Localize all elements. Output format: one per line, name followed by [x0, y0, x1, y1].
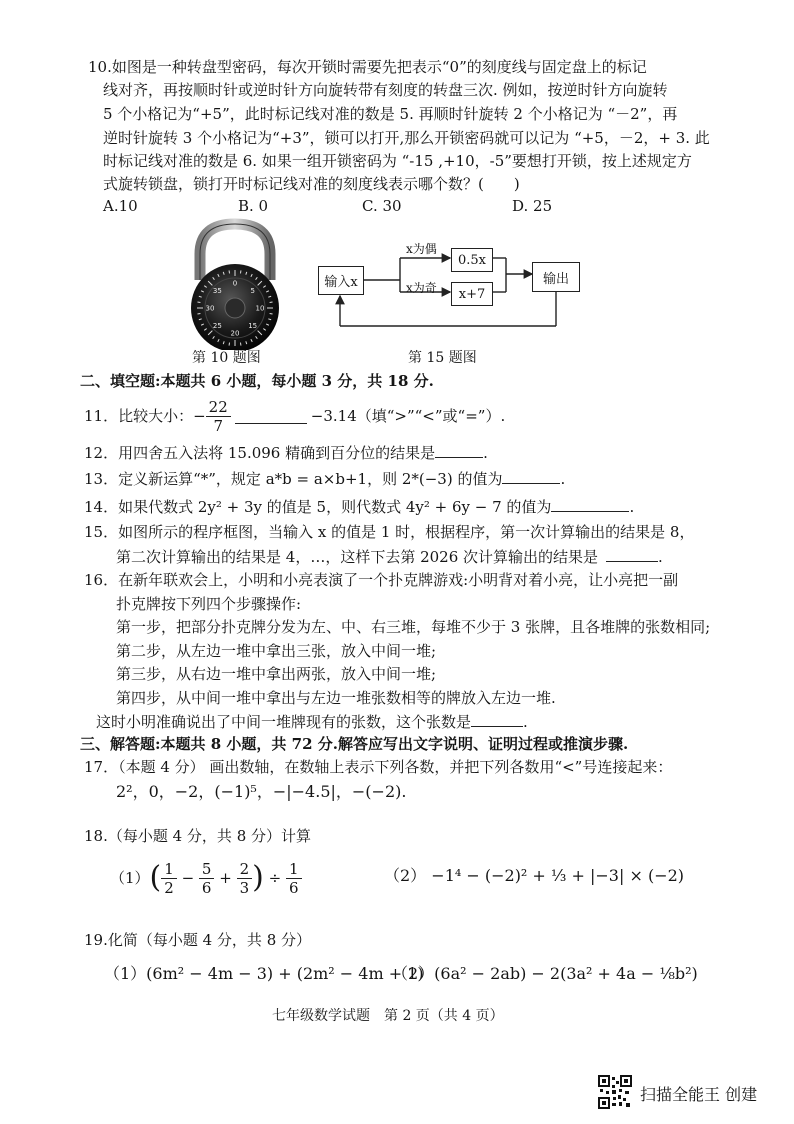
- scanner-watermark-text: 扫描全能王 创建: [640, 1085, 758, 1104]
- q15-line-2-text: 第二次计算输出的结果是 4，…，这样下去第 2026 次计算输出的结果是: [116, 548, 599, 566]
- dial-number: 35: [212, 286, 222, 295]
- q18-frac-2-num: 5: [199, 860, 215, 879]
- q11-answer-blank[interactable]: [235, 408, 307, 424]
- q10-line-1: 10.如图是一种转盘型密码，每次开锁时需要先把表示“0”的刻度线与固定盘上的标记: [88, 58, 647, 76]
- section-fill-in-heading: 二、填空题:本题共 6 小题，每小题 3 分，共 18 分.: [80, 372, 434, 390]
- q18-frac-3-den: 3: [239, 878, 250, 897]
- q11-neg: −: [193, 407, 206, 425]
- q18-frac-3-num: 2: [237, 860, 253, 879]
- q18-frac-4-den: 6: [288, 878, 299, 897]
- q19-title: 19.化简（每小题 4 分，共 8 分）: [84, 931, 312, 949]
- q18-frac-1-num: 1: [161, 860, 177, 879]
- dial-number: 25: [212, 322, 222, 331]
- q18-frac-3: [237, 860, 253, 897]
- q18-part-1: （1） ( $\frac{1}{2}$ − $\frac{5}{6}$ + $\frac{2}{3}$ ) ÷ $\frac{1}{6}$: [110, 854, 302, 902]
- q15-figure-caption: 第 15 题图: [408, 350, 477, 366]
- q11-prefix: 11．比较大小：: [84, 407, 194, 425]
- section-answer-heading: 三、解答题:本题共 8 小题，共 72 分.解答应写出文字说明、证明过程或推演步骤.: [80, 735, 629, 753]
- q18-part-2-label: （2）: [384, 866, 427, 885]
- q10-option-c: C. 30: [362, 197, 402, 215]
- q10-line-4: 逆时针旋转 3 个小格记为“+3”，锁可以打开,那么开锁密码就可以记为 “+5，－2，+ 3. 此: [103, 129, 710, 147]
- q12-answer-blank[interactable]: [435, 442, 483, 458]
- q15-answer-blank[interactable]: [606, 546, 658, 562]
- q11-denominator: 7: [213, 416, 223, 435]
- q18-frac-4-num: 1: [286, 860, 302, 879]
- dial-number: 0: [232, 279, 238, 288]
- q18-title: 18.（每小题 4 分，共 8 分）计算: [84, 827, 312, 845]
- flow-odd-label: x为奇: [406, 281, 437, 295]
- flow-plus7-box: x+7: [451, 282, 493, 306]
- q14-answer-blank[interactable]: [551, 496, 629, 512]
- q18-frac-4: [286, 860, 302, 897]
- q19-part-2: （2）(6a² − 2ab) − 2(3a² + 4a − ⅛b²): [392, 964, 698, 983]
- dial-number: 30: [205, 304, 215, 313]
- q16-step-3: 第三步，从右边一堆中拿出两张，放入中间一堆;: [116, 665, 437, 683]
- q16-line-end-text: 这时小明准确说出了中间一堆牌现有的张数，这个张数是: [96, 713, 472, 731]
- q10-line-3: 5 个小格记为“+5”，此时标记线对准的数是 5. 再顺时针旋转 2 个小格记为 “－2”，再: [103, 105, 678, 123]
- flow-input-box: 输入x: [318, 266, 364, 295]
- dial-number: 10: [255, 304, 265, 313]
- q13: 13．定义新运算“*”，规定 a*b = a×b+1，则 2*(−3) 的值为 .: [84, 470, 566, 488]
- q18-frac-2-den: 6: [201, 878, 212, 897]
- dial-number: 5: [250, 286, 255, 295]
- q18-part-2-expr: −1⁴ − (−2)² + ⅓ + |−3| × (−2): [431, 866, 685, 885]
- q10-line-6: 式旋转锁盘，锁打开时标记线对准的刻度线表示哪个数？( ): [103, 175, 520, 193]
- q17-numbers: 2²，0，−2，(−1)⁵，−|−4.5|，−(−2).: [116, 782, 407, 801]
- q14-text: 14．如果代数式 2y² + 3y 的值是 5，则代数式 4y² + 6y − 7 的值为: [84, 498, 552, 516]
- dial-number: 15: [248, 322, 258, 331]
- flow-output-box: 输出: [532, 262, 580, 292]
- q16-line-1: 16．在新年联欢会上，小明和小亮表演了一个扑克牌游戏:小明背对着小亮，让小亮把一副: [84, 571, 679, 589]
- q10-line-5: 时标记线对准的数是 6. 如果一组开锁密码为 “-15 ,+10，-5”要想打开锁，按上述规定方: [103, 152, 692, 170]
- q16-step-1: 第一步，把部分扑克牌分发为左、中、右三堆，每堆不少于 3 张牌，且各堆牌的张数相同;: [116, 618, 711, 636]
- q13-answer-blank[interactable]: [502, 468, 560, 484]
- q12: 12．用四舍五入法将 15.096 精确到百分位的结果是 .: [84, 444, 488, 462]
- q14: 14．如果代数式 2y² + 3y 的值是 5，则代数式 4y² + 6y − 7 的值为 .: [84, 498, 635, 516]
- q18-part-2: [384, 866, 684, 886]
- q16-answer-blank[interactable]: [471, 711, 523, 727]
- combination-lock-image: [170, 218, 300, 350]
- q16-line-end: 这时小明准确说出了中间一堆牌现有的张数，这个张数是 .: [96, 713, 528, 731]
- q18-frac-1: [161, 860, 177, 897]
- q19-part-1: （1）(6m² − 4m − 3) + (2m² − 4m + 1): [104, 964, 424, 983]
- q11: [84, 396, 505, 436]
- q18-part-1-label: （1）: [110, 869, 150, 887]
- q11-rest: −3.14（填“>”“<”或“=”）.: [310, 407, 506, 425]
- q12-text: 12．用四舍五入法将 15.096 精确到百分位的结果是: [84, 444, 436, 462]
- qr-code-icon: [598, 1075, 632, 1109]
- q16-step-4: 第四步，从中间一堆中拿出与左边一堆张数相等的牌放入左边一堆.: [116, 689, 556, 707]
- q10-option-b: B. 0: [238, 197, 269, 215]
- q17-line-1: 17．（本题 4 分） 画出数轴，在数轴上表示下列各数，并把下列各数用“<”号连接起来：: [84, 758, 673, 776]
- q10-line-2: 线对齐，再按顺时针或逆时针方向旋转带有刻度的转盘三次. 例如，按逆时针方向旋转: [103, 81, 668, 99]
- q18-frac-1-den: 2: [164, 878, 174, 897]
- q15-line-1: 15．如图所示的程序框图，当输入 x 的值是 1 时，根据程序，第一次计算输出的结果是 8，: [84, 523, 695, 541]
- q15-line-2: 第二次计算输出的结果是 4，…，这样下去第 2026 次计算输出的结果是 .: [116, 548, 663, 566]
- q10-option-d: D. 25: [512, 197, 553, 215]
- q13-text: 13．定义新运算“*”，规定 a*b = a×b+1，则 2*(−3) 的值为: [84, 470, 503, 488]
- q11-numerator: 22: [206, 398, 231, 417]
- q16-line-2: 扑克牌按下列四个步骤操作:: [116, 595, 302, 613]
- dial-number: 20: [230, 329, 240, 338]
- flow-half-box: 0.5x: [451, 248, 493, 272]
- q11-fraction: [206, 398, 231, 435]
- q10-figure-caption: 第 10 题图: [192, 350, 261, 366]
- q10-option-a: A.10: [103, 197, 138, 215]
- q18-frac-2: [199, 860, 215, 897]
- flow-even-label: x为偶: [406, 242, 437, 256]
- q16-step-2: 第二步，从左边一堆中拿出三张，放入中间一堆;: [116, 642, 437, 660]
- page-footer: 七年级数学试题 第 2 页（共 4 页）: [272, 1008, 504, 1024]
